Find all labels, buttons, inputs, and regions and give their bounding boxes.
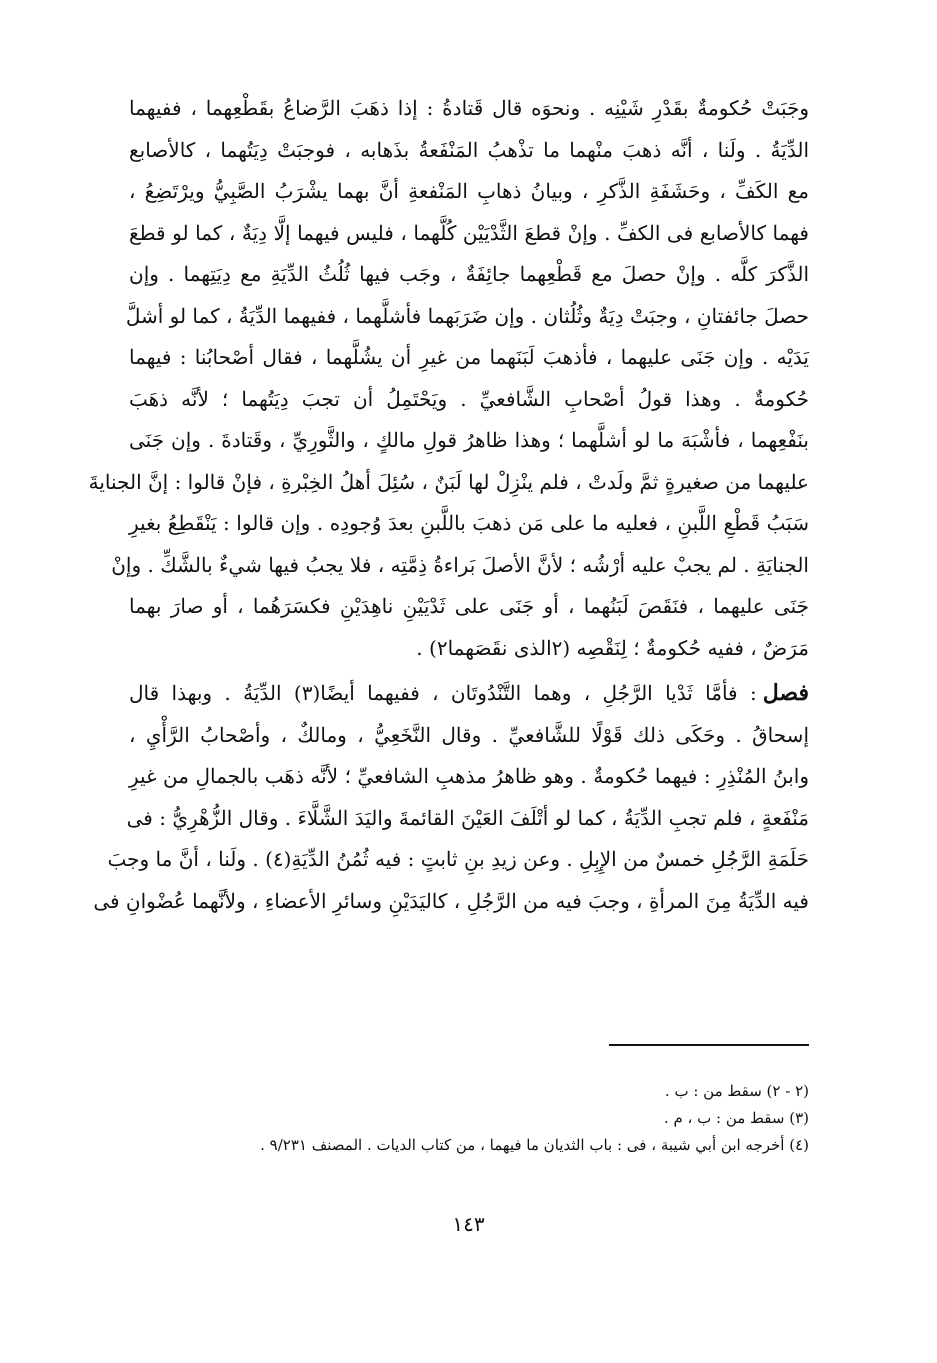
text-line: مَنْفَعةٍ ، فلم تجبِ الدِّيَةُ ، كما لو أتْلَفَ العَيْنَ القائمةَ واليَدَ الشَّلَّاءَ . وقال الزُّهْرِيُّ : فى	[126, 805, 809, 830]
text-line: الذَّكرَ كلَّه . وإنْ حصلَ مع قَطْعِهما جائِفَةٌ ، وجَب فيها ثُلُثُ الدِّيَةِ مع دِيَتِهما . وإن	[129, 262, 809, 286]
text-line: الدِّيَةُ . ولَنا ، أنَّه ذهبَ منْهما ما تذْهبُ المَنْفَعةُ بذَهابه ، فوجبَتْ دِيَتُهما ، كالأصابع	[129, 137, 809, 162]
text-line: سَبَبُ قَطْعِ اللَّبنِ ، فعليه ما على مَن ذهبَ باللَّبنِ بعدَ وُجودِه . وإن قالوا : يَنْقَطِعُ بغيرِ	[129, 511, 809, 535]
text-line: مع الكَفِّ ، وحَشَفَةِ الذَّكرِ ، وبيانُ ذهابِ المَنْفعةِ أنَّ بهما يشْرَبُ الصَّبِيُّ ويرْتَضِعُ ،	[129, 179, 809, 203]
page-number: ١٤٣	[452, 1212, 485, 1236]
text-line: حُكومةٌ . وهذا قولُ أصْحابِ الشَّافعيِّ . ويَحْتَمِلُ أن تجبَ دِيَتُهما ؛ لأنَّه ذهَبَ	[129, 386, 809, 411]
main-text	[88, 88, 809, 922]
text-line: فيه الدِّيَةُ مِنَ المرأةِ ، وجبَ فيه من الرَّجُلِ ، كاليَدَيْنِ وسائرِ الأعضاءِ ، ولأنَّهما عُضْوانِ فى	[93, 888, 809, 913]
text-line: الجنايَةِ . لم يجبْ عليه أرْشُه ؛ لأنَّ الأصلَ بَراءةُ ذِمَّتِه ، فلا يجبُ فيها شيءٌ بالشَّكِّ . وإنْ	[111, 552, 809, 577]
text-line: عليهما من صغيرةٍ ثمَّ ولَدتْ ، فلم ينْزِلْ لها لَبَنٌ ، سُئِلَ أهلُ الخِبْرةِ ، فإنْ قالوا : إنَّ الجنايةَ	[88, 469, 809, 494]
text-line: حَلَمَةِ الرَّجُلِ خمسٌ من الإِبِلِ . وعن زيدِ بنِ ثابتٍ : فيه ثُمُنُ الدِّيَةِ(٤) . ولَنا ، أنَّ ما وجبَ	[107, 847, 809, 871]
footnote: (٤) أخرجه ابن أبي شيبة ، فى : باب الثديان ما فيهما ، من كتاب الديات . المصنف ٩/٢٣١ .	[260, 1136, 809, 1154]
text-line: مَرَضٌ ، ففيه حُكومةٌ ؛ لِنَقْصِه (٢الذى نقَصَهما٢) .	[416, 635, 809, 660]
text-line: بنَفْعِهما ، فأشْبَهَ ما لو أشلَّهما ؛ وهذا ظاهرُ قولِ مالكٍ ، والثَّورِيِّ ، وقَتادةَ . وإن جَنَى	[129, 428, 809, 452]
footnote: (٣) سقط من : ب ، م .	[663, 1109, 809, 1127]
text-line: حصلَ جائفتانِ ، وجبَتْ دِيَةٌ وثُلُثان . وإن ضَرَبَهما فأشلَّهما ، ففيهما الدِّيَةُ ، كما لو أشلَّ	[125, 303, 809, 328]
text-line: وابنُ المُنْذِرِ : فيهما حُكومةٌ . وهو ظاهرُ مذهبِ الشافعيِّ ؛ لأنَّه ذهَب بالجمالِ من غيرِ	[129, 764, 809, 788]
text-line: إسحاقُ . وحَكَى ذلك قَوْلًا للشَّافعيِّ . وقال النَّخَعِيُّ ، ومالكٌ ، وأصْحابُ الرَّأْيِ ،	[129, 722, 809, 747]
text-line: فهما كالأصابع فى الكفِّ . وإنْ قطعَ الثَّدْيَيْن كُلَّهما ، فليس فيهما إلَّا دِيَةٌ ، كما لو قطعَ	[129, 220, 809, 245]
text-line: يَدَيْه . وإن جَنَى عليهما ، فأذهبَ لَبَنَهما من غيرِ أن يشُلَّهما ، فقال أصْحابُنا : فيهما	[129, 345, 809, 369]
footnote: (٢ - ٢) سقط من : ب .	[664, 1082, 809, 1100]
text-line: وجَبَتْ حُكومةٌ بقَدْرِ شَيْنِه . ونحوَه قال قَتادةُ : إذا ذهَبَ الرَّضاعُ بقَطْعِهما ، ففيهما	[129, 96, 809, 120]
text-line: جَنَى عليهما ، فنَقَصَ لَبَنُهما ، أو جَنَى على ثَدْيَيْنِ ناهِدَيْنِ فكسَرَهُما ، أو صارَ بهما	[129, 594, 809, 618]
fasl-first-line	[129, 673, 809, 715]
footnotes	[129, 1078, 809, 1159]
footnote-separator	[609, 1044, 809, 1046]
fasl-first-line-text: : فأمَّا ثَدْيا الرَّجُلِ ، وهما التَّنْدُوتَان ، ففيهما أيضًا(٣) الدِّيَةُ . وبهذا قال	[129, 681, 757, 705]
section-heading: فصل	[762, 680, 809, 706]
